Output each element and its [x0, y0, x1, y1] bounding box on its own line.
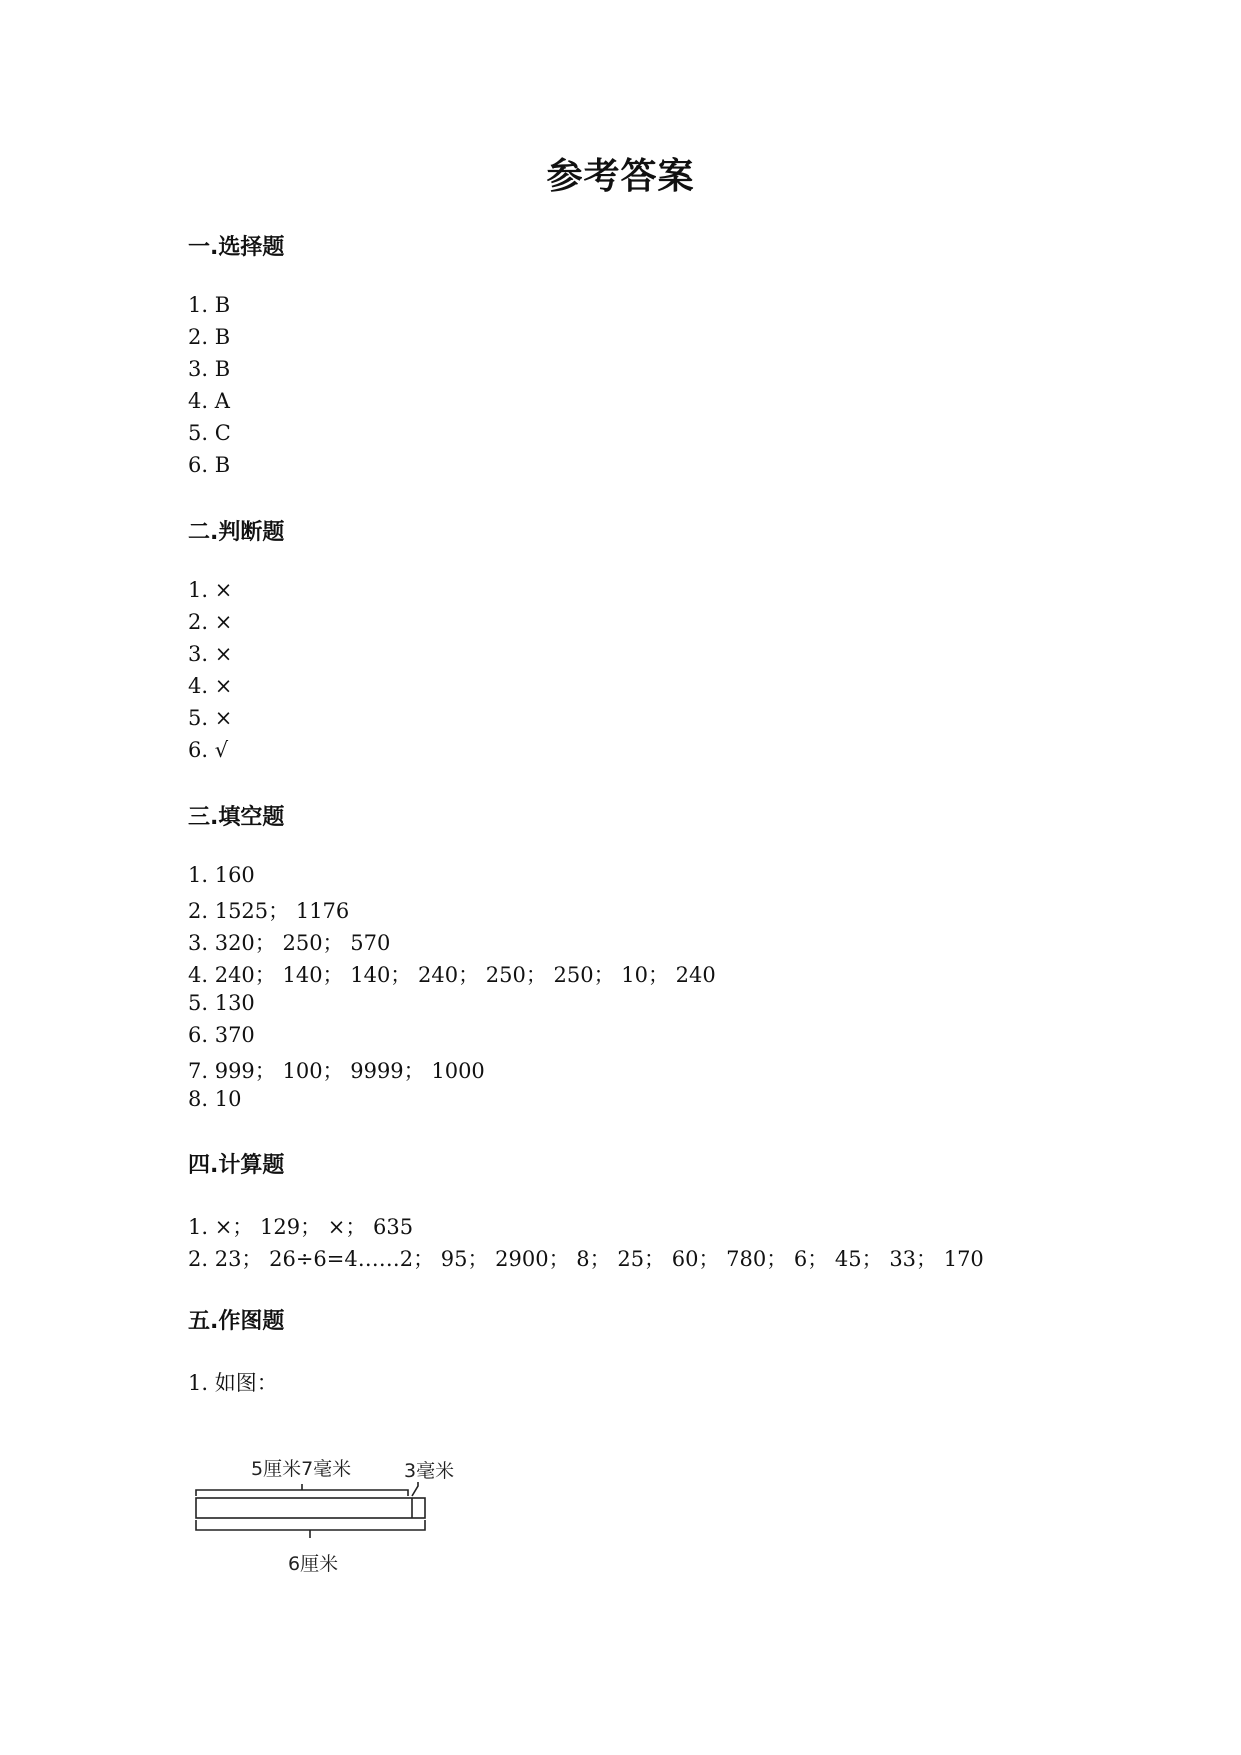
answer-line: 8. 10: [188, 1087, 242, 1111]
page-title: 参考答案: [546, 156, 695, 197]
answer-line: 3. B: [188, 357, 231, 381]
answer-line: 5. 130: [188, 991, 255, 1015]
answer-line: 1. B: [188, 293, 231, 317]
answer-line: 6. B: [188, 453, 231, 477]
section-heading-choice: 一.选择题: [188, 235, 285, 260]
answer-line: 6. √: [188, 738, 229, 762]
brace-bottom: [196, 1520, 425, 1530]
answer-line: 3. 320； 250； 570: [188, 931, 391, 955]
answer-line: 5. ×: [188, 706, 233, 730]
answer-line: 5. C: [188, 421, 231, 445]
section-heading-fill: 三.填空题: [188, 805, 285, 830]
answer-line: 4. 240； 140； 140； 240； 250； 250； 10； 240: [188, 963, 716, 987]
answer-line: 7. 999； 100； 9999； 1000: [188, 1059, 485, 1083]
answer-line: 2. ×: [188, 610, 233, 634]
answer-line: 3. ×: [188, 642, 233, 666]
label-top-long: 5厘米7毫米: [251, 1458, 352, 1480]
answer-line: 2. 23； 26÷6=4……2； 95； 2900； 8； 25； 60； 780； 6； 45； 33； 170: [188, 1247, 984, 1271]
section-heading-judge: 二.判断题: [188, 520, 285, 545]
answer-line: 1. 160: [188, 863, 255, 887]
label-bottom: 6厘米: [288, 1553, 339, 1575]
label-top-short: 3毫米: [404, 1460, 455, 1482]
section-heading-calc: 四.计算题: [188, 1153, 285, 1178]
answer-line: 4. A: [188, 389, 230, 413]
brace-top-short: [412, 1482, 418, 1496]
answer-line: 1. 如图：: [188, 1371, 278, 1395]
bar-outline: [196, 1498, 425, 1518]
answer-line: 2. B: [188, 325, 231, 349]
brace-top-long: [196, 1490, 408, 1496]
answer-line: 2. 1525； 1176: [188, 899, 350, 923]
section-heading-draw: 五.作图题: [188, 1309, 285, 1334]
answer-line: 1. ×； 129； ×； 635: [188, 1215, 414, 1239]
answer-line: 4. ×: [188, 674, 233, 698]
answer-line: 6. 370: [188, 1023, 255, 1047]
answer-line: 1. ×: [188, 578, 233, 602]
